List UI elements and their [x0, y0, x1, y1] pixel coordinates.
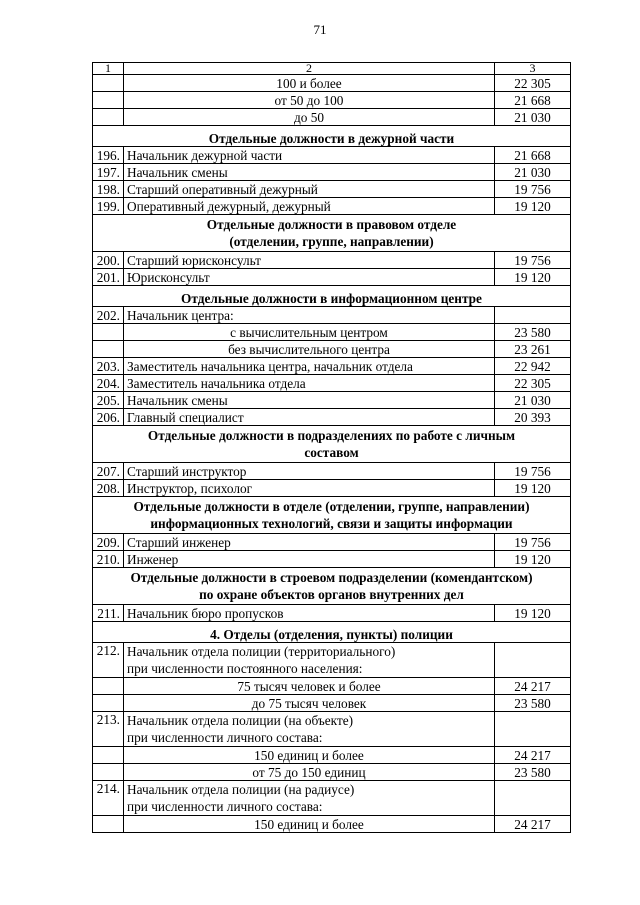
table-row: [93, 781, 571, 816]
table-row: [93, 147, 571, 164]
row-title: Начальник смены: [124, 164, 495, 181]
row-number: 206.: [93, 409, 124, 426]
row-number: [93, 695, 124, 712]
section-heading-row: [93, 215, 571, 252]
row-title: Начальник дежурной части: [124, 147, 495, 164]
row-value: 20 393: [495, 409, 571, 426]
table-row: [93, 252, 571, 269]
table-row: [93, 534, 571, 551]
row-title: 150 единиц и более: [124, 747, 495, 764]
table-row: [93, 324, 571, 341]
table-row: [93, 181, 571, 198]
row-value: 19 120: [495, 198, 571, 215]
row-value: 21 030: [495, 392, 571, 409]
row-number: 214.: [93, 781, 124, 816]
table-row: [93, 109, 571, 126]
row-title: [124, 781, 495, 816]
row-number: 208.: [93, 480, 124, 497]
table-row: [93, 480, 571, 497]
table-header-row: [93, 63, 571, 75]
row-value: 22 942: [495, 358, 571, 375]
row-number: 202.: [93, 307, 124, 324]
row-number: [93, 109, 124, 126]
row-value: 19 120: [495, 269, 571, 286]
row-title-line: Начальник отдела полиции (на объекте): [127, 713, 354, 728]
row-value: 24 217: [495, 747, 571, 764]
row-title: Старший инструктор: [124, 463, 495, 480]
row-value: 23 261: [495, 341, 571, 358]
row-number: 200.: [93, 252, 124, 269]
header-col-2: 2: [124, 63, 495, 75]
table-row: [93, 712, 571, 747]
row-title: [124, 643, 495, 678]
row-value: 23 580: [495, 324, 571, 341]
row-title: 75 тысяч человек и более: [124, 678, 495, 695]
section-heading-line: по охране объектов органов внутренних дел: [199, 587, 464, 602]
row-title: с вычислительным центром: [124, 324, 495, 341]
section-heading-row: [93, 286, 571, 307]
row-title: без вычислительного центра: [124, 341, 495, 358]
row-value: 22 305: [495, 375, 571, 392]
table-row: [93, 816, 571, 833]
table-row: [93, 409, 571, 426]
row-number: 201.: [93, 269, 124, 286]
row-number: 210.: [93, 551, 124, 568]
section-heading-row: [93, 568, 571, 605]
section-heading-line: Отдельные должности в дежурной части: [208, 131, 455, 146]
row-value: 19 756: [495, 463, 571, 480]
table-row: [93, 164, 571, 181]
table-row: [93, 605, 571, 622]
table-row: [93, 747, 571, 764]
section-heading-row: [93, 426, 571, 463]
row-title: 150 единиц и более: [124, 816, 495, 833]
row-value: [495, 307, 571, 324]
table-row: [93, 375, 571, 392]
table-row: [93, 198, 571, 215]
row-title-line: при численности постоянного населения:: [127, 661, 363, 676]
salary-table: [92, 62, 571, 833]
row-value: 21 668: [495, 147, 571, 164]
row-number: 211.: [93, 605, 124, 622]
row-number: [93, 764, 124, 781]
row-value: 23 580: [495, 764, 571, 781]
section-heading-row: [93, 622, 571, 643]
section-heading-line: Отдельные должности в информационном центре: [181, 291, 482, 306]
header-col-3: 3: [495, 63, 571, 75]
row-title: Начальник смены: [124, 392, 495, 409]
header-col-1: 1: [93, 63, 124, 75]
row-number: 204.: [93, 375, 124, 392]
row-title: до 50: [124, 109, 495, 126]
row-value: 21 030: [495, 164, 571, 181]
table-row: [93, 643, 571, 678]
row-title: Начальник центра:: [124, 307, 495, 324]
row-number: 207.: [93, 463, 124, 480]
table-row: [93, 92, 571, 109]
row-value: 19 756: [495, 181, 571, 198]
table-row: [93, 358, 571, 375]
row-value: 23 580: [495, 695, 571, 712]
row-number: [93, 678, 124, 695]
row-value: 19 120: [495, 480, 571, 497]
row-value: [495, 643, 571, 678]
row-number: [93, 341, 124, 358]
row-title-line: Начальник отдела полиции (на радиусе): [127, 782, 355, 797]
section-heading-line: составом: [304, 445, 359, 460]
row-value: 21 668: [495, 92, 571, 109]
section-heading-row: [93, 497, 571, 534]
row-value: 21 030: [495, 109, 571, 126]
row-title: [124, 712, 495, 747]
row-title: Старший юрисконсульт: [124, 252, 495, 269]
row-title: от 50 до 100: [124, 92, 495, 109]
row-number: 198.: [93, 181, 124, 198]
row-number: 213.: [93, 712, 124, 747]
row-number: 209.: [93, 534, 124, 551]
table-row: [93, 695, 571, 712]
row-title: Оперативный дежурный, дежурный: [124, 198, 495, 215]
row-number: [93, 816, 124, 833]
table-row: [93, 764, 571, 781]
section-heading-line: (отделении, группе, направлении): [229, 234, 434, 249]
row-number: 203.: [93, 358, 124, 375]
section-heading: [93, 568, 571, 605]
table-row: [93, 75, 571, 92]
row-title: Главный специалист: [124, 409, 495, 426]
section-heading-row: [93, 126, 571, 147]
row-number: 197.: [93, 164, 124, 181]
table-row: [93, 307, 571, 324]
row-title: от 75 до 150 единиц: [124, 764, 495, 781]
row-title: до 75 тысяч человек: [124, 695, 495, 712]
row-title: Начальник бюро пропусков: [124, 605, 495, 622]
row-value: 19 120: [495, 551, 571, 568]
row-title: Заместитель начальника центра, начальник отдела: [124, 358, 495, 375]
table-row: [93, 463, 571, 480]
row-number: [93, 92, 124, 109]
section-heading: [93, 497, 571, 534]
table-row: [93, 341, 571, 358]
section-heading-line: Отдельные должности в строевом подразделении (комендантском): [130, 570, 533, 585]
section-heading-line: 4. Отделы (отделения, пункты) полиции: [210, 627, 453, 642]
table-row: [93, 551, 571, 568]
row-value: 24 217: [495, 816, 571, 833]
row-number: 212.: [93, 643, 124, 678]
row-title: Инженер: [124, 551, 495, 568]
row-title: Заместитель начальника отдела: [124, 375, 495, 392]
section-heading: [93, 286, 571, 307]
section-heading-line: Отдельные должности в отделе (отделении, группе, направлении): [133, 499, 530, 514]
row-number: 196.: [93, 147, 124, 164]
page-number: 71: [313, 22, 327, 37]
row-value: 22 305: [495, 75, 571, 92]
table-row: [93, 269, 571, 286]
section-heading: [93, 622, 571, 643]
row-value: 19 756: [495, 252, 571, 269]
row-title: Старший оперативный дежурный: [124, 181, 495, 198]
row-title-line: при численности личного состава:: [127, 799, 323, 814]
row-value: 24 217: [495, 678, 571, 695]
row-number: 199.: [93, 198, 124, 215]
row-title: Старший инженер: [124, 534, 495, 551]
row-number: [93, 747, 124, 764]
row-value: 19 756: [495, 534, 571, 551]
table-row: [93, 392, 571, 409]
row-number: [93, 75, 124, 92]
row-title-line: при численности личного состава:: [127, 730, 323, 745]
row-value: [495, 781, 571, 816]
row-value: 19 120: [495, 605, 571, 622]
row-value: [495, 712, 571, 747]
row-title: Инструктор, психолог: [124, 480, 495, 497]
table-row: [93, 678, 571, 695]
section-heading-line: Отдельные должности в подразделениях по работе с личным: [147, 428, 516, 443]
section-heading-line: информационных технологий, связи и защиты информации: [150, 516, 513, 531]
row-title: Юрисконсульт: [124, 269, 495, 286]
section-heading: [93, 126, 571, 147]
table-body: [93, 63, 571, 833]
row-title: 100 и более: [124, 75, 495, 92]
row-number: 205.: [93, 392, 124, 409]
section-heading: [93, 426, 571, 463]
section-heading-line: Отдельные должности в правовом отделе: [206, 217, 457, 232]
row-number: [93, 324, 124, 341]
row-title-line: Начальник отдела полиции (территориального): [127, 644, 396, 659]
section-heading: [93, 215, 571, 252]
